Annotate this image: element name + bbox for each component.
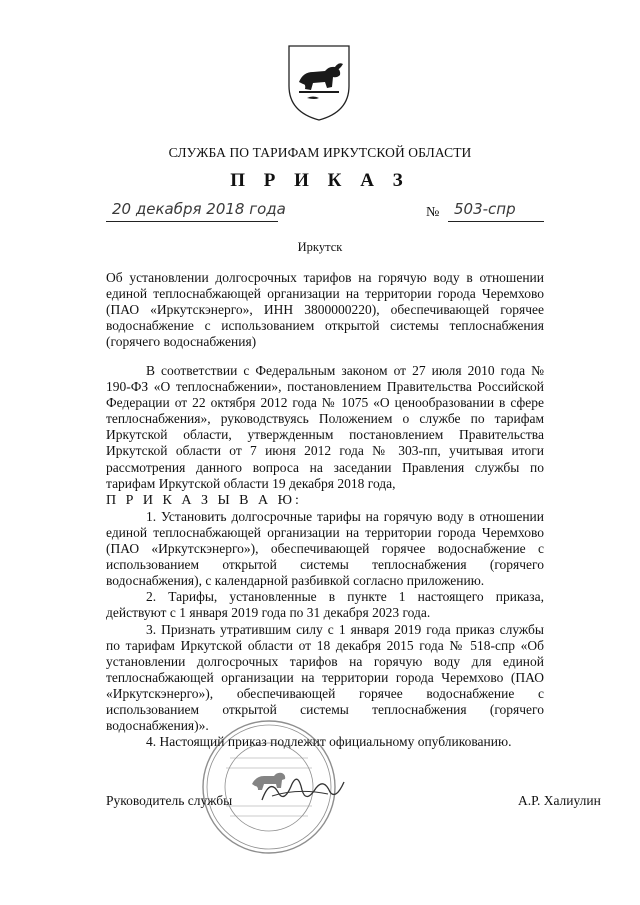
agency-name: СЛУЖБА ПО ТАРИФАМ ИРКУТСКОЙ ОБЛАСТИ	[168, 145, 472, 160]
number-sign: №	[426, 205, 440, 220]
item-paragraph: 3. Признать утратившим силу с 1 января 2019 года приказ службы по тарифам Иркутской области от 18 декабря 2015 года № 518-спр «Об установлении долгосрочных тарифов на горячую воду для единой теплоснабжающей организации на территории города Черемхово (ПАО «Иркутскэнерго»), обеспечивающей горячее водоснабжение с использованием открытой системы теплоснабжения (горячего водоснабжения)».	[106, 621, 544, 734]
item-paragraph: 4. Настоящий приказ подлежит официальному опубликованию.	[146, 734, 512, 750]
handwritten-number: 503-спр	[454, 200, 516, 218]
document-type-title: П Р И К А З	[230, 170, 410, 191]
preamble-paragraph: В соответствии с Федеральным законом от 27 июля 2010 года № 190-ФЗ «О теплоснабжении», постановлением Правительства Российской Федерации от 22 октября 2012 года № 1075 «О ценообразовании в сфере теплоснабжения», руководствуясь Положением о службе по тарифам Иркутской области, утвержденным постановлением Правительства Иркутской области от 7 июня 2012 года № 303-пп, учитывая итоги рассмотрения данного вопроса на заседании Правления службы по тарифам Иркутской области 19 декабря 2018 года,	[106, 363, 544, 491]
signatory-position: Руководитель службы	[106, 793, 233, 808]
handwritten-signature	[258, 770, 348, 810]
signatory-name: А.Р. Халиулин	[518, 793, 601, 808]
item-paragraph: 2. Тарифы, установленные в пункте 1 настоящего приказа, действуют с 1 января 2019 года по 31 декабря 2023 года.	[106, 589, 544, 621]
item-paragraph: 1. Установить долгосрочные тарифы на горячую воду в отношении единой теплоснабжающей организации на территории города Черемхово (ПАО «Иркутскэнерго»), обеспечивающей горячее водоснабжение с использованием открытой системы теплоснабжения (горячего водоснабжения), с календарной разбивкой согласно приложению.	[106, 508, 544, 589]
handwritten-date: 20 декабря 2018 года	[112, 200, 286, 218]
number-field	[448, 199, 544, 222]
order-body	[106, 363, 544, 750]
order-subject: Об установлении долгосрочных тарифов на горячую воду в отношении единой теплоснабжающей организации на территории города Черемхово (ПАО «Иркутскэнерго», ИНН 3800000220), обеспечивающей горячее водоснабжение с использованием открытой системы теплоснабжения (горячего водоснабжения)	[106, 270, 544, 349]
order-word: П Р И К А З Ы В А Ю:	[106, 492, 302, 508]
coat-of-arms-emblem	[285, 42, 353, 122]
city-name: Иркутск	[297, 240, 343, 254]
date-field	[106, 199, 286, 222]
